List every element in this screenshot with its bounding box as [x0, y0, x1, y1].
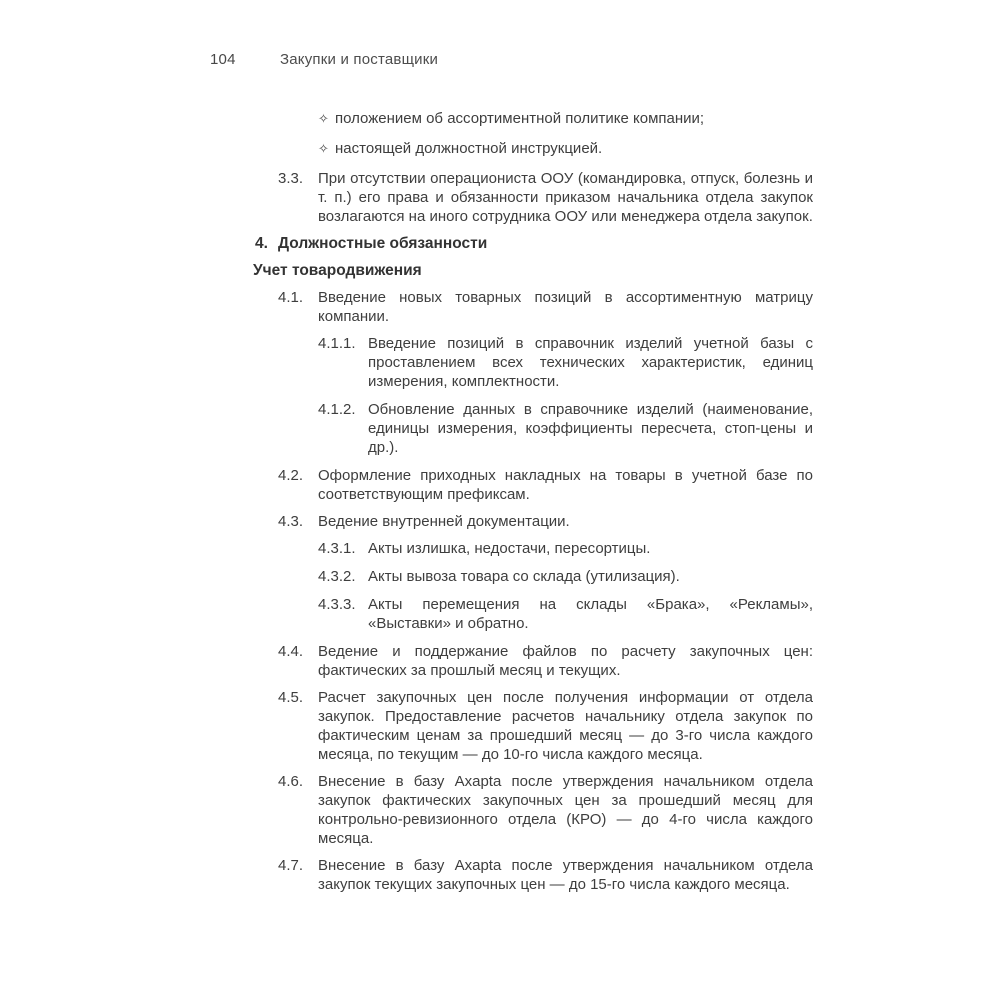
- clause-4-3-2: [318, 567, 813, 586]
- clause-4-1-1: [318, 334, 813, 391]
- item-text: Ведение внутренней документации.: [318, 513, 570, 530]
- item-number: 4.5.: [278, 689, 304, 706]
- clause-3-3: [278, 169, 813, 226]
- section-heading-4: [255, 234, 1000, 253]
- item-number: 4.7.: [278, 857, 304, 874]
- item-text: Учет товародвижения: [253, 262, 422, 279]
- clause-4-3: [278, 512, 813, 531]
- bullet-item: [318, 139, 813, 158]
- clause-4-6: [278, 772, 813, 848]
- item-text: Введение позиций в справочник изделий учетной базы с проставлением всех технических характеристик, единиц измерения, комплектности.: [368, 335, 813, 390]
- clause-4-5: [278, 688, 813, 764]
- item-text: Оформление приходных накладных на товары в учетной базе по соответствующим префиксам.: [318, 467, 813, 503]
- item-text: Расчет закупочных цен после получения информации от отдела закупок. Предоставление расчетов начальнику отдела закупок по фактическим ценам за прошедший месяц — до 3-го числа каждого месяца, по текущим — до 10-го числа каждого месяца.: [318, 689, 813, 763]
- clause-4-4: [278, 642, 813, 680]
- clause-4-1: [278, 288, 813, 326]
- item-text: Обновление данных в справочнике изделий (наименование, единицы измерения, коэффициенты пересчета, стоп-цены и др.).: [368, 401, 813, 456]
- diamond-bullet-icon: ✧: [318, 141, 329, 156]
- item-number: 4.6.: [278, 773, 304, 790]
- subsection-heading: [253, 261, 1000, 280]
- item-number: 3.3.: [278, 170, 304, 187]
- item-text: Внесение в базу Axapta после утверждения начальником отдела закупок фактических закупочных цен за прошедший месяц для контрольно-ревизионного отдела (КРО) — до 4-го числа каждого месяца.: [318, 773, 813, 847]
- page-header: [0, 51, 1000, 71]
- document-blocks: [0, 109, 1000, 902]
- item-number: 4.4.: [278, 643, 304, 660]
- item-number: 4.2.: [278, 467, 304, 484]
- item-text: Должностные обязанности: [278, 235, 488, 252]
- item-text: Ведение и поддержание файлов по расчету закупочных цен: фактических за прошлый месяц и текущих.: [318, 643, 813, 679]
- item-text: При отсутствии операциониста ООУ (командировка, отпуск, болезнь и т. п.) его права и обязанности приказом начальника отдела закупок возлагаются на иного сотрудника ООУ или менеджера отдела закупок.: [318, 170, 813, 225]
- item-text: положением об ассортиментной политике компании;: [335, 110, 705, 127]
- clause-4-7: [278, 856, 813, 894]
- page-number: 104: [210, 51, 236, 68]
- diamond-bullet-icon: ✧: [318, 111, 329, 126]
- item-number: 4.1.: [278, 289, 304, 306]
- item-text: настоящей должностной инструкцией.: [335, 140, 603, 157]
- item-number: 4.1.1.: [318, 335, 356, 352]
- item-text: Введение новых товарных позиций в ассортиментную матрицу компании.: [318, 289, 813, 325]
- item-number: 4.3.3.: [318, 596, 356, 613]
- item-text: Акты излишка, недостачи, пересортицы.: [368, 540, 651, 557]
- item-text: Внесение в базу Axapta после утверждения начальником отдела закупок текущих закупочных цен — до 15-го числа каждого месяца.: [318, 857, 813, 893]
- clause-4-3-3: [318, 595, 813, 633]
- bullet-item: [318, 109, 813, 128]
- item-number: 4.3.2.: [318, 568, 356, 585]
- item-number: 4.: [255, 235, 268, 252]
- item-text: Акты вывоза товара со склада (утилизация).: [368, 568, 680, 585]
- item-number: 4.1.2.: [318, 401, 356, 418]
- clause-4-2: [278, 466, 813, 504]
- clause-4-3-1: [318, 539, 813, 558]
- item-number: 4.3.: [278, 513, 304, 530]
- running-head: Закупки и поставщики: [280, 51, 439, 68]
- item-text: Акты перемещения на склады «Брака», «Рекламы», «Выставки» и обратно.: [368, 596, 813, 632]
- item-number: 4.3.1.: [318, 540, 356, 557]
- clause-4-1-2: [318, 400, 813, 457]
